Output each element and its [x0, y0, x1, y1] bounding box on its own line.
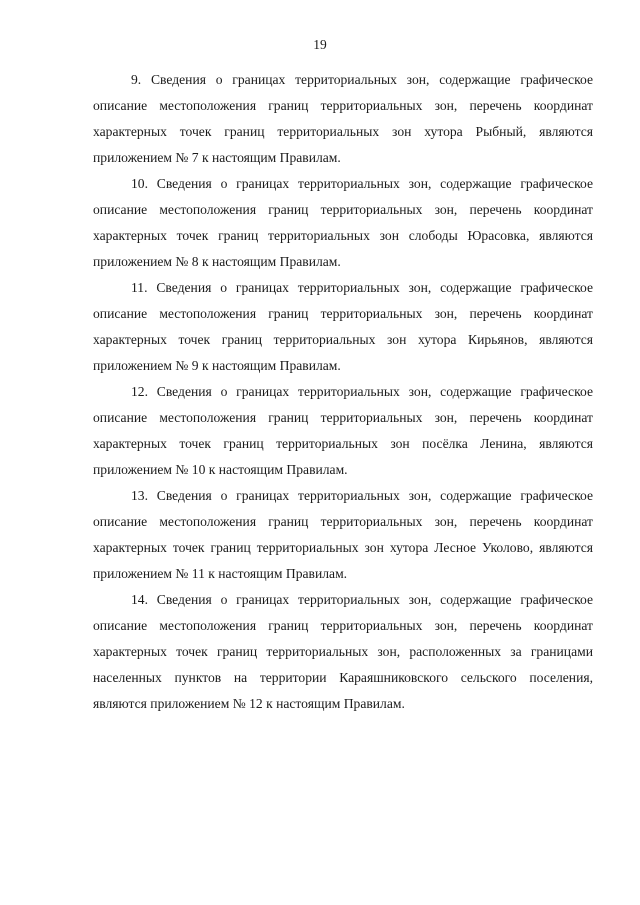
document-body [93, 67, 593, 717]
paragraph-item-10: 10. Сведения о границах территориальных зон, содержащие графическое описание местоположения границ территориальных зон, перечень координат характерных точек границ территориальных зон слободы Юрасовка, являются приложением № 8 к настоящим Правилам. [93, 176, 593, 269]
paragraph-item-12: 12. Сведения о границах территориальных зон, содержащие графическое описание местоположения границ территориальных зон, перечень координат характерных точек границ территориальных зон посёлка Ленина, являются приложением № 10 к настоящим Правилам. [93, 384, 593, 477]
paragraph-item-9: 9. Сведения о границах территориальных зон, содержащие графическое описание местоположения границ территориальных зон, перечень координат характерных точек границ территориальных зон хутора Рыбный, являются приложением № 7 к настоящим Правилам. [93, 72, 593, 165]
page-number: 19 [313, 37, 327, 52]
paragraph-item-14: 14. Сведения о границах территориальных зон, содержащие графическое описание местоположения границ территориальных зон, перечень координат характерных точек границ территориальных зон, расположенных за границами населенных пунктов на территории Караяшниковского сельского поселения, являются приложением № 12 к настоящим Правилам. [93, 592, 593, 711]
paragraph-item-11: 11. Сведения о границах территориальных зон, содержащие графическое описание местоположения границ территориальных зон, перечень координат характерных точек границ территориальных зон хутора Кирьянов, являются приложением № 9 к настоящим Правилам. [93, 280, 593, 373]
paragraph-item-13: 13. Сведения о границах территориальных зон, содержащие графическое описание местоположения границ территориальных зон, перечень координат характерных точек границ территориальных зон хутора Лесное Уколово, являются приложением № 11 к настоящим Правилам. [93, 488, 593, 581]
